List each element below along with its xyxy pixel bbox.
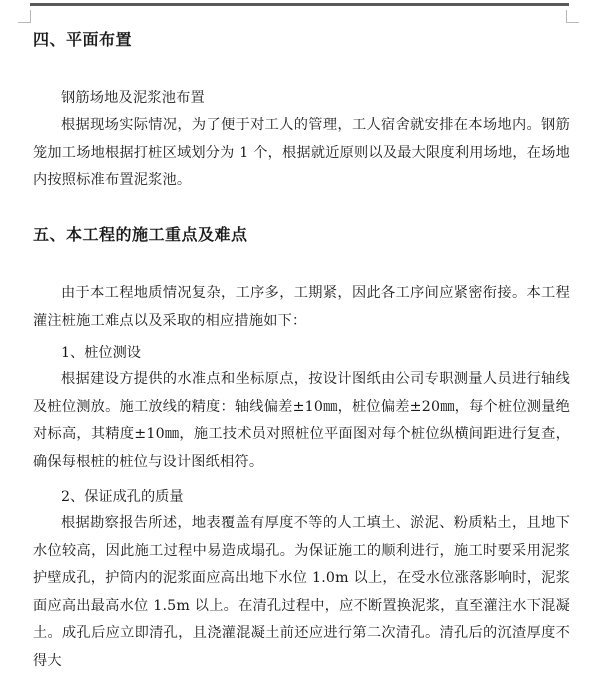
section-4-heading: 四、平面布置 xyxy=(33,30,133,49)
margin-corner-mark-left xyxy=(18,10,31,23)
margin-corner-mark-right xyxy=(566,10,579,23)
item-1-title: 1、桩位测设 xyxy=(61,345,141,361)
item-2-body: 根据勘察报告所述，地表覆盖有厚度不等的人工填土、淤泥、粉质粘土，且地下水位较高，因此施工过程中易造成塌孔。为保证施工的顺利进行，施工时要采用泥浆护壁成孔，护筒内的泥浆面应高出地下水位 1.0m 以上，在受水位涨落影响时，泥浆面应高出最高水位 1.5m 以上。在清孔过程中，应不断置换泥浆，直至灌注水下混凝土。成孔后应立即清孔，且浇灌混凝土前还应进行第二次清孔。清孔后的沉渣厚度不得大 xyxy=(33,515,570,669)
section-5-heading: 五、本工程的施工重点及难点 xyxy=(33,225,248,244)
section-5-intro: 由于本工程地质情况复杂，工序多，工期紧，因此各工序间应紧密衔接。本工程灌注桩施工难点以及采取的相应措施如下： xyxy=(33,285,570,329)
item-2-title: 2、保证成孔的质量 xyxy=(61,489,184,505)
section-4-subheading: 钢筋场地及泥浆池布置 xyxy=(61,90,205,106)
item-1-body: 根据建设方提供的水准点和坐标原点，按设计图纸由公司专职测量人员进行轴线及桩位测放。施工放线的精度：轴线偏差±10㎜，桩位偏差±20㎜，每个桩位测量绝对标高，其精度±10㎜，施工技术员对照桩位平面图对每个桩位纵横间距进行复查，确保每根桩的桩位与设计图纸相符。 xyxy=(33,371,570,470)
section-4-body: 根据现场实际情况，为了便于对工人的管理，工人宿舍就安排在本场地内。钢筋笼加工场地根据打桩区域划分为 1 个，根据就近原则以及最大限度利用场地，在场地内按照标准布置泥浆池。 xyxy=(33,117,570,188)
page-top-border xyxy=(30,3,569,6)
